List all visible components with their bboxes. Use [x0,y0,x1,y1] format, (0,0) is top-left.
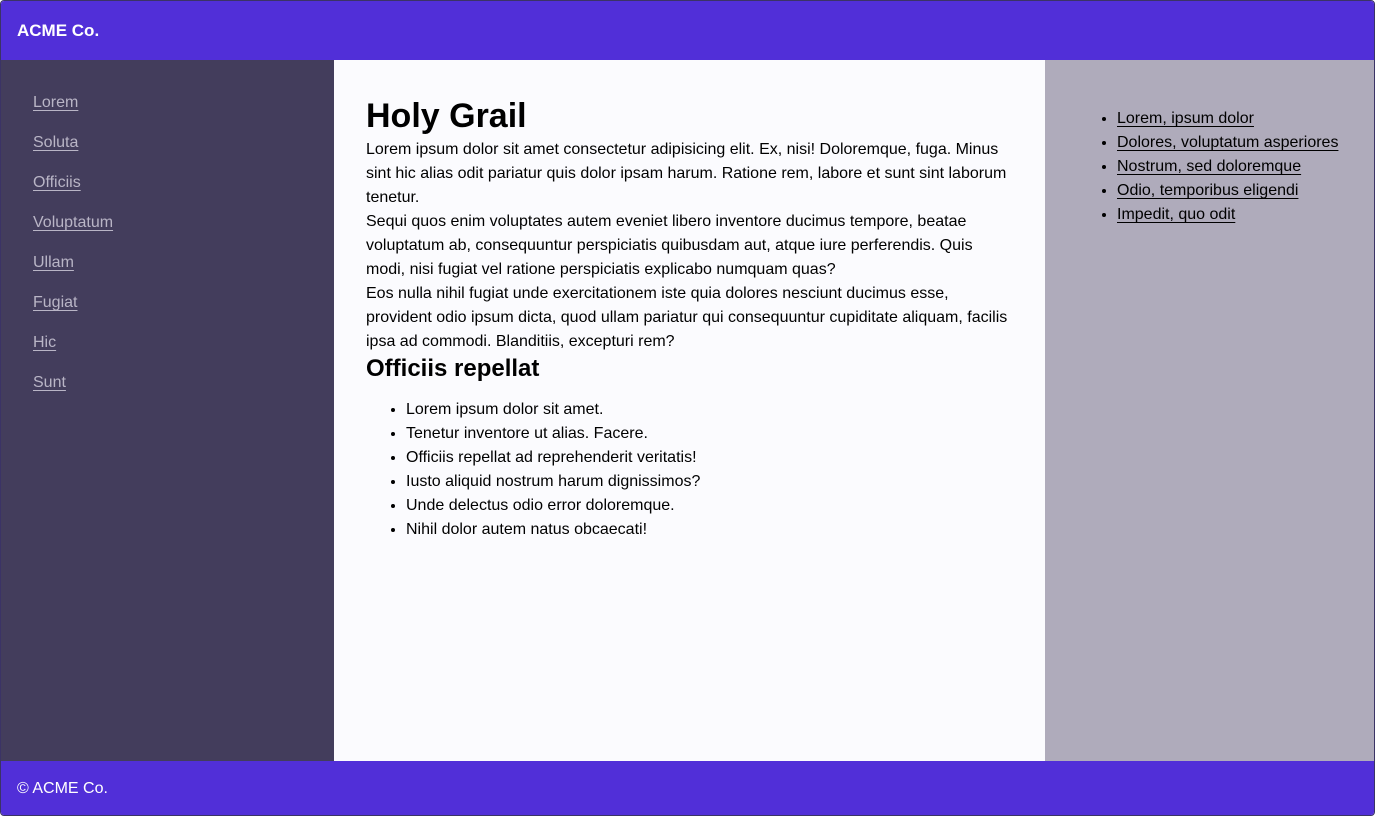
related-link[interactable]: Nostrum, sed doloremque [1117,158,1302,175]
related-links-list [1117,107,1375,227]
related-link-item [1117,179,1375,203]
paragraph: Lorem ipsum dolor sit amet consectetur adipisicing elit. Ex, nisi! Doloremque, fuga. Minus sint hic alias odit pariatur quis dolor ipsam harum. Ratione rem, labore et sunt sint laborum tenetur. [366,141,1007,206]
section-heading: Officiis repellat [366,355,540,382]
site-header [1,1,1375,60]
list-item: • Unde delectus odio error doloremque. [406,494,1013,518]
paragraph: Sequi quos enim voluptates autem eveniet libero inventore ducimus tempore, beatae voluptatum ab, consequuntur perspiciatis quibusdam aut, atque iure perferendis. Quis modi, nisi fugiat vel ratione perspiciatis explicabo numquam quas? [366,213,973,278]
nav-item [33,174,334,214]
nav-link-officiis[interactable]: Officiis [33,174,81,191]
list-item: • Officiis repellat ad reprehenderit veritatis! [406,446,1013,470]
site-footer [1,761,1375,816]
nav-link-ullam[interactable]: Ullam [33,254,74,271]
main-content [334,60,1045,761]
related-link[interactable]: Dolores, voluptatum asperiores [1117,134,1339,151]
list-item: • Nihil dolor autem natus obcaecati! [406,518,1013,542]
left-sidebar-nav [1,60,334,761]
list-item: • Iusto aliquid nostrum harum dignissimos? [406,470,1013,494]
bullet-list [366,398,1013,542]
related-link-item [1117,155,1375,179]
related-link[interactable]: Odio, temporibus eligendi [1117,182,1299,199]
nav-link-soluta[interactable]: Soluta [33,134,79,151]
related-link-item [1117,203,1375,227]
nav-item [33,214,334,254]
copyright-text: © ACME Co. [17,780,108,797]
right-sidebar [1045,60,1375,761]
related-link[interactable]: Impedit, quo odit [1117,206,1236,223]
page-title: Holy Grail [366,97,527,135]
list-item: • Tenetur inventore ut alias. Facere. [406,422,1013,446]
nav-item [33,374,334,414]
related-link[interactable]: Lorem, ipsum dolor [1117,110,1254,127]
nav-link-voluptatum[interactable]: Voluptatum [33,214,114,231]
site-title: ACME Co. [17,21,100,40]
nav-list [33,94,334,414]
nav-item [33,134,334,174]
nav-link-hic[interactable]: Hic [33,334,57,351]
related-link-item [1117,107,1375,131]
nav-link-sunt[interactable]: Sunt [33,374,66,391]
nav-item [33,334,334,374]
nav-item [33,294,334,334]
nav-item [33,94,334,134]
nav-link-lorem[interactable]: Lorem [33,94,79,111]
nav-item [33,254,334,294]
related-link-item [1117,131,1375,155]
paragraph: Eos nulla nihil fugiat unde exercitationem iste quia dolores nesciunt ducimus esse, provident odio ipsum dicta, quod ullam pariatur qui consequuntur cupiditate aliquam, facilis ipsa ad commodi. Blanditiis, excepturi rem? [366,285,1008,350]
nav-link-fugiat[interactable]: Fugiat [33,294,78,311]
list-item: • Lorem ipsum dolor sit amet. [406,398,1013,422]
